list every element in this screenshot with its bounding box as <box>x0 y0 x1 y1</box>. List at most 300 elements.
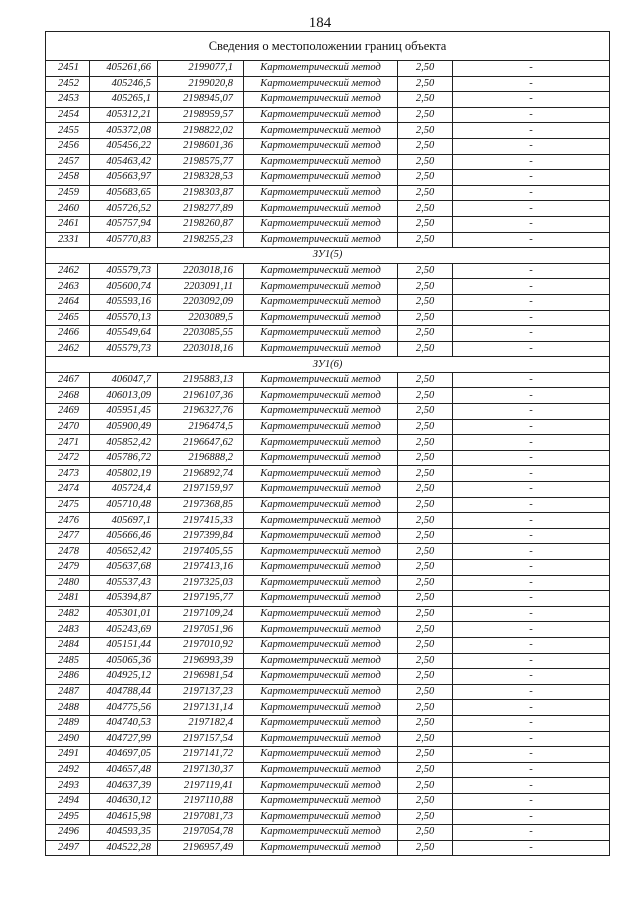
description-cell: - <box>453 341 610 357</box>
point-number: 2477 <box>46 528 90 544</box>
coordinate-y: 2203091,11 <box>158 279 244 295</box>
table-row <box>46 466 610 482</box>
point-number: 2465 <box>46 310 90 326</box>
coordinate-y: 2199077,1 <box>158 61 244 77</box>
method-cell: Картометрический метод <box>244 76 398 92</box>
accuracy-cell: 2,50 <box>398 232 453 248</box>
point-number: 2457 <box>46 154 90 170</box>
description-cell: - <box>453 92 610 108</box>
accuracy-cell: 2,50 <box>398 388 453 404</box>
description-cell: - <box>453 123 610 139</box>
coordinate-x: 405261,66 <box>90 61 158 77</box>
coordinate-x: 405456,22 <box>90 138 158 154</box>
coordinate-x: 404522,28 <box>90 840 158 856</box>
description-cell: - <box>453 575 610 591</box>
coordinate-y: 2197051,96 <box>158 622 244 638</box>
accuracy-cell: 2,50 <box>398 793 453 809</box>
coordinate-y: 2197182,4 <box>158 715 244 731</box>
method-cell: Картометрический метод <box>244 123 398 139</box>
coordinate-x: 405537,43 <box>90 575 158 591</box>
method-cell: Картометрический метод <box>244 419 398 435</box>
table-row <box>46 560 610 576</box>
coordinate-x: 404593,35 <box>90 825 158 841</box>
coordinate-x: 404727,99 <box>90 731 158 747</box>
point-number: 2461 <box>46 216 90 232</box>
coordinate-y: 2198575,77 <box>158 154 244 170</box>
coordinate-y: 2196107,36 <box>158 388 244 404</box>
table-row <box>46 528 610 544</box>
coordinate-y: 2198328,53 <box>158 170 244 186</box>
coordinate-x: 405724,4 <box>90 482 158 498</box>
method-cell: Картометрический метод <box>244 669 398 685</box>
section-row <box>46 357 610 373</box>
coordinate-y: 2196888,2 <box>158 450 244 466</box>
accuracy-cell: 2,50 <box>398 138 453 154</box>
section-label: ЗУ1(5) <box>46 248 610 264</box>
coordinate-x: 405652,42 <box>90 544 158 560</box>
description-cell: - <box>453 482 610 498</box>
coordinate-y: 2195883,13 <box>158 372 244 388</box>
point-number: 2473 <box>46 466 90 482</box>
method-cell: Картометрический метод <box>244 637 398 653</box>
accuracy-cell: 2,50 <box>398 637 453 653</box>
description-cell: - <box>453 154 610 170</box>
accuracy-cell: 2,50 <box>398 123 453 139</box>
accuracy-cell: 2,50 <box>398 544 453 560</box>
coordinate-x: 404657,48 <box>90 762 158 778</box>
coordinate-x: 404615,98 <box>90 809 158 825</box>
description-cell: - <box>453 419 610 435</box>
accuracy-cell: 2,50 <box>398 263 453 279</box>
accuracy-cell: 2,50 <box>398 185 453 201</box>
description-cell: - <box>453 591 610 607</box>
method-cell: Картометрический метод <box>244 513 398 529</box>
accuracy-cell: 2,50 <box>398 575 453 591</box>
method-cell: Картометрический метод <box>244 700 398 716</box>
accuracy-cell: 2,50 <box>398 700 453 716</box>
table-row <box>46 92 610 108</box>
point-number: 2486 <box>46 669 90 685</box>
coordinate-y: 2197415,33 <box>158 513 244 529</box>
accuracy-cell: 2,50 <box>398 76 453 92</box>
point-number: 2496 <box>46 825 90 841</box>
coordinate-x: 405802,19 <box>90 466 158 482</box>
method-cell: Картометрический метод <box>244 466 398 482</box>
coordinate-y: 2196993,39 <box>158 653 244 669</box>
table-row <box>46 294 610 310</box>
accuracy-cell: 2,50 <box>398 778 453 794</box>
table-row <box>46 715 610 731</box>
method-cell: Картометрический метод <box>244 747 398 763</box>
method-cell: Картометрический метод <box>244 138 398 154</box>
coordinate-y: 2203018,16 <box>158 263 244 279</box>
table-row <box>46 840 610 856</box>
coordinate-x: 405600,74 <box>90 279 158 295</box>
description-cell: - <box>453 263 610 279</box>
coordinate-x: 405372,08 <box>90 123 158 139</box>
coordinate-y: 2198822,02 <box>158 123 244 139</box>
description-cell: - <box>453 606 610 622</box>
point-number: 2485 <box>46 653 90 669</box>
coordinate-y: 2197010,92 <box>158 637 244 653</box>
coordinate-y: 2197131,14 <box>158 700 244 716</box>
table-row <box>46 107 610 123</box>
coordinate-y: 2196327,76 <box>158 404 244 420</box>
description-cell: - <box>453 279 610 295</box>
description-cell: - <box>453 653 610 669</box>
method-cell: Картометрический метод <box>244 544 398 560</box>
description-cell: - <box>453 170 610 186</box>
method-cell: Картометрический метод <box>244 809 398 825</box>
description-cell: - <box>453 497 610 513</box>
coordinate-x: 404697,05 <box>90 747 158 763</box>
point-number: 2456 <box>46 138 90 154</box>
description-cell: - <box>453 294 610 310</box>
coordinate-x: 404788,44 <box>90 684 158 700</box>
method-cell: Картометрический метод <box>244 232 398 248</box>
method-cell: Картометрический метод <box>244 575 398 591</box>
method-cell: Картометрический метод <box>244 840 398 856</box>
coordinate-y: 2203018,16 <box>158 341 244 357</box>
table-row <box>46 575 610 591</box>
table-row <box>46 232 610 248</box>
coordinate-x: 405951,45 <box>90 404 158 420</box>
coordinate-y: 2197399,84 <box>158 528 244 544</box>
coordinate-y: 2198255,23 <box>158 232 244 248</box>
point-number: 2474 <box>46 482 90 498</box>
accuracy-cell: 2,50 <box>398 279 453 295</box>
accuracy-cell: 2,50 <box>398 154 453 170</box>
table-row <box>46 310 610 326</box>
point-number: 2476 <box>46 513 90 529</box>
point-number: 2492 <box>46 762 90 778</box>
coordinate-x: 405757,94 <box>90 216 158 232</box>
description-cell: - <box>453 388 610 404</box>
coordinate-x: 405570,13 <box>90 310 158 326</box>
method-cell: Картометрический метод <box>244 606 398 622</box>
accuracy-cell: 2,50 <box>398 825 453 841</box>
description-cell: - <box>453 747 610 763</box>
description-cell: - <box>453 76 610 92</box>
point-number: 2460 <box>46 201 90 217</box>
method-cell: Картометрический метод <box>244 279 398 295</box>
coordinate-x: 405637,68 <box>90 560 158 576</box>
accuracy-cell: 2,50 <box>398 560 453 576</box>
accuracy-cell: 2,50 <box>398 435 453 451</box>
point-number: 2331 <box>46 232 90 248</box>
coordinate-x: 405065,36 <box>90 653 158 669</box>
description-cell: - <box>453 61 610 77</box>
coordinate-x: 404740,53 <box>90 715 158 731</box>
coordinate-y: 2197325,03 <box>158 575 244 591</box>
table-row <box>46 404 610 420</box>
table-row <box>46 497 610 513</box>
point-number: 2497 <box>46 840 90 856</box>
method-cell: Картометрический метод <box>244 326 398 342</box>
coordinate-y: 2198303,87 <box>158 185 244 201</box>
description-cell: - <box>453 840 610 856</box>
accuracy-cell: 2,50 <box>398 419 453 435</box>
point-number: 2472 <box>46 450 90 466</box>
table-row <box>46 61 610 77</box>
description-cell: - <box>453 700 610 716</box>
coordinate-x: 405243,69 <box>90 622 158 638</box>
table-row <box>46 170 610 186</box>
accuracy-cell: 2,50 <box>398 170 453 186</box>
table-heading-row <box>46 32 610 61</box>
section-label: ЗУ1(6) <box>46 357 610 373</box>
description-cell: - <box>453 731 610 747</box>
table-row <box>46 216 610 232</box>
coordinate-y: 2197081,73 <box>158 809 244 825</box>
point-number: 2469 <box>46 404 90 420</box>
coordinate-x: 405549,64 <box>90 326 158 342</box>
description-cell: - <box>453 715 610 731</box>
method-cell: Картометрический метод <box>244 216 398 232</box>
method-cell: Картометрический метод <box>244 435 398 451</box>
table-row <box>46 279 610 295</box>
table-row <box>46 793 610 809</box>
coordinate-y: 2197413,16 <box>158 560 244 576</box>
table-row <box>46 622 610 638</box>
point-number: 2488 <box>46 700 90 716</box>
method-cell: Картометрический метод <box>244 482 398 498</box>
coordinate-x: 405593,16 <box>90 294 158 310</box>
description-cell: - <box>453 107 610 123</box>
method-cell: Картометрический метод <box>244 310 398 326</box>
point-number: 2487 <box>46 684 90 700</box>
coordinate-y: 2198260,87 <box>158 216 244 232</box>
table-row <box>46 388 610 404</box>
method-cell: Картометрический метод <box>244 653 398 669</box>
coordinate-y: 2197159,97 <box>158 482 244 498</box>
description-cell: - <box>453 528 610 544</box>
method-cell: Картометрический метод <box>244 591 398 607</box>
coordinate-x: 405394,87 <box>90 591 158 607</box>
accuracy-cell: 2,50 <box>398 762 453 778</box>
table-row <box>46 123 610 139</box>
description-cell: - <box>453 310 610 326</box>
method-cell: Картометрический метод <box>244 762 398 778</box>
description-cell: - <box>453 138 610 154</box>
point-number: 2451 <box>46 61 90 77</box>
table-row <box>46 591 610 607</box>
coordinate-x: 405852,42 <box>90 435 158 451</box>
method-cell: Картометрический метод <box>244 201 398 217</box>
point-number: 2490 <box>46 731 90 747</box>
coordinate-x: 404630,12 <box>90 793 158 809</box>
table-row <box>46 372 610 388</box>
description-cell: - <box>453 637 610 653</box>
method-cell: Картометрический метод <box>244 294 398 310</box>
coordinate-y: 2197137,23 <box>158 684 244 700</box>
table-row <box>46 201 610 217</box>
table-row <box>46 341 610 357</box>
coordinate-y: 2196892,74 <box>158 466 244 482</box>
coordinate-x: 405666,46 <box>90 528 158 544</box>
table-row <box>46 544 610 560</box>
table-row <box>46 747 610 763</box>
method-cell: Картометрический метод <box>244 560 398 576</box>
point-number: 2454 <box>46 107 90 123</box>
table-heading: Сведения о местоположении границ объекта <box>46 32 610 61</box>
coordinate-x: 405697,1 <box>90 513 158 529</box>
accuracy-cell: 2,50 <box>398 404 453 420</box>
coordinate-y: 2196647,62 <box>158 435 244 451</box>
description-cell: - <box>453 232 610 248</box>
accuracy-cell: 2,50 <box>398 809 453 825</box>
page-number: 184 <box>308 15 332 31</box>
point-number: 2462 <box>46 263 90 279</box>
coordinate-x: 405246,5 <box>90 76 158 92</box>
point-number: 2493 <box>46 778 90 794</box>
accuracy-cell: 2,50 <box>398 341 453 357</box>
coordinate-y: 2198277,89 <box>158 201 244 217</box>
accuracy-cell: 2,50 <box>398 294 453 310</box>
description-cell: - <box>453 216 610 232</box>
accuracy-cell: 2,50 <box>398 747 453 763</box>
coordinate-x: 405710,48 <box>90 497 158 513</box>
table-row <box>46 637 610 653</box>
method-cell: Картометрический метод <box>244 450 398 466</box>
method-cell: Картометрический метод <box>244 778 398 794</box>
method-cell: Картометрический метод <box>244 731 398 747</box>
table-row <box>46 76 610 92</box>
accuracy-cell: 2,50 <box>398 669 453 685</box>
table-row <box>46 482 610 498</box>
accuracy-cell: 2,50 <box>398 513 453 529</box>
coordinate-x: 405786,72 <box>90 450 158 466</box>
coordinate-x: 404925,12 <box>90 669 158 685</box>
coordinate-y: 2198959,57 <box>158 107 244 123</box>
point-number: 2494 <box>46 793 90 809</box>
method-cell: Картометрический метод <box>244 622 398 638</box>
accuracy-cell: 2,50 <box>398 201 453 217</box>
point-number: 2470 <box>46 419 90 435</box>
table-row <box>46 435 610 451</box>
table-row <box>46 669 610 685</box>
coordinate-y: 2197054,78 <box>158 825 244 841</box>
accuracy-cell: 2,50 <box>398 622 453 638</box>
point-number: 2453 <box>46 92 90 108</box>
method-cell: Картометрический метод <box>244 388 398 404</box>
coordinate-x: 405301,01 <box>90 606 158 622</box>
accuracy-cell: 2,50 <box>398 591 453 607</box>
point-number: 2462 <box>46 341 90 357</box>
method-cell: Картометрический метод <box>244 170 398 186</box>
description-cell: - <box>453 185 610 201</box>
coordinate-y: 2196474,5 <box>158 419 244 435</box>
table-row <box>46 778 610 794</box>
coordinate-y: 2197109,24 <box>158 606 244 622</box>
coordinate-x: 405900,49 <box>90 419 158 435</box>
method-cell: Картометрический метод <box>244 497 398 513</box>
point-number: 2466 <box>46 326 90 342</box>
method-cell: Картометрический метод <box>244 185 398 201</box>
coordinate-x: 404637,39 <box>90 778 158 794</box>
method-cell: Картометрический метод <box>244 684 398 700</box>
coordinate-x: 406013,09 <box>90 388 158 404</box>
coordinate-y: 2197368,85 <box>158 497 244 513</box>
accuracy-cell: 2,50 <box>398 528 453 544</box>
description-cell: - <box>453 622 610 638</box>
accuracy-cell: 2,50 <box>398 497 453 513</box>
table-row <box>46 419 610 435</box>
description-cell: - <box>453 560 610 576</box>
table-row <box>46 653 610 669</box>
point-number: 2484 <box>46 637 90 653</box>
description-cell: - <box>453 669 610 685</box>
coordinate-y: 2203085,55 <box>158 326 244 342</box>
coordinate-x: 405463,42 <box>90 154 158 170</box>
table-row <box>46 809 610 825</box>
method-cell: Картометрический метод <box>244 825 398 841</box>
accuracy-cell: 2,50 <box>398 715 453 731</box>
coordinate-y: 2196957,49 <box>158 840 244 856</box>
coordinate-y: 2197157,54 <box>158 731 244 747</box>
table-row <box>46 700 610 716</box>
coordinate-y: 2197141,72 <box>158 747 244 763</box>
coordinate-y: 2198601,36 <box>158 138 244 154</box>
coordinate-x: 405265,1 <box>90 92 158 108</box>
coordinate-y: 2196981,54 <box>158 669 244 685</box>
section-row <box>46 248 610 264</box>
coordinate-x: 405579,73 <box>90 341 158 357</box>
coordinate-y: 2197195,77 <box>158 591 244 607</box>
table-row <box>46 185 610 201</box>
table-row <box>46 684 610 700</box>
description-cell: - <box>453 513 610 529</box>
coordinate-x: 405683,65 <box>90 185 158 201</box>
point-number: 2463 <box>46 279 90 295</box>
coordinate-x: 405312,21 <box>90 107 158 123</box>
coordinate-y: 2199020,8 <box>158 76 244 92</box>
table-row <box>46 825 610 841</box>
coordinate-y: 2197130,37 <box>158 762 244 778</box>
point-number: 2480 <box>46 575 90 591</box>
point-number: 2489 <box>46 715 90 731</box>
point-number: 2464 <box>46 294 90 310</box>
accuracy-cell: 2,50 <box>398 450 453 466</box>
accuracy-cell: 2,50 <box>398 684 453 700</box>
method-cell: Картометрический метод <box>244 528 398 544</box>
accuracy-cell: 2,50 <box>398 326 453 342</box>
point-number: 2467 <box>46 372 90 388</box>
accuracy-cell: 2,50 <box>398 372 453 388</box>
description-cell: - <box>453 809 610 825</box>
point-number: 2459 <box>46 185 90 201</box>
description-cell: - <box>453 825 610 841</box>
table-row <box>46 762 610 778</box>
point-number: 2495 <box>46 809 90 825</box>
table-row <box>46 138 610 154</box>
method-cell: Картометрический метод <box>244 107 398 123</box>
coordinate-y: 2203092,09 <box>158 294 244 310</box>
description-cell: - <box>453 684 610 700</box>
point-number: 2479 <box>46 560 90 576</box>
accuracy-cell: 2,50 <box>398 466 453 482</box>
table-row <box>46 606 610 622</box>
accuracy-cell: 2,50 <box>398 482 453 498</box>
table-row <box>46 326 610 342</box>
coordinate-y: 2198945,07 <box>158 92 244 108</box>
accuracy-cell: 2,50 <box>398 107 453 123</box>
point-number: 2455 <box>46 123 90 139</box>
table-row <box>46 154 610 170</box>
table-row <box>46 513 610 529</box>
accuracy-cell: 2,50 <box>398 216 453 232</box>
description-cell: - <box>453 544 610 560</box>
